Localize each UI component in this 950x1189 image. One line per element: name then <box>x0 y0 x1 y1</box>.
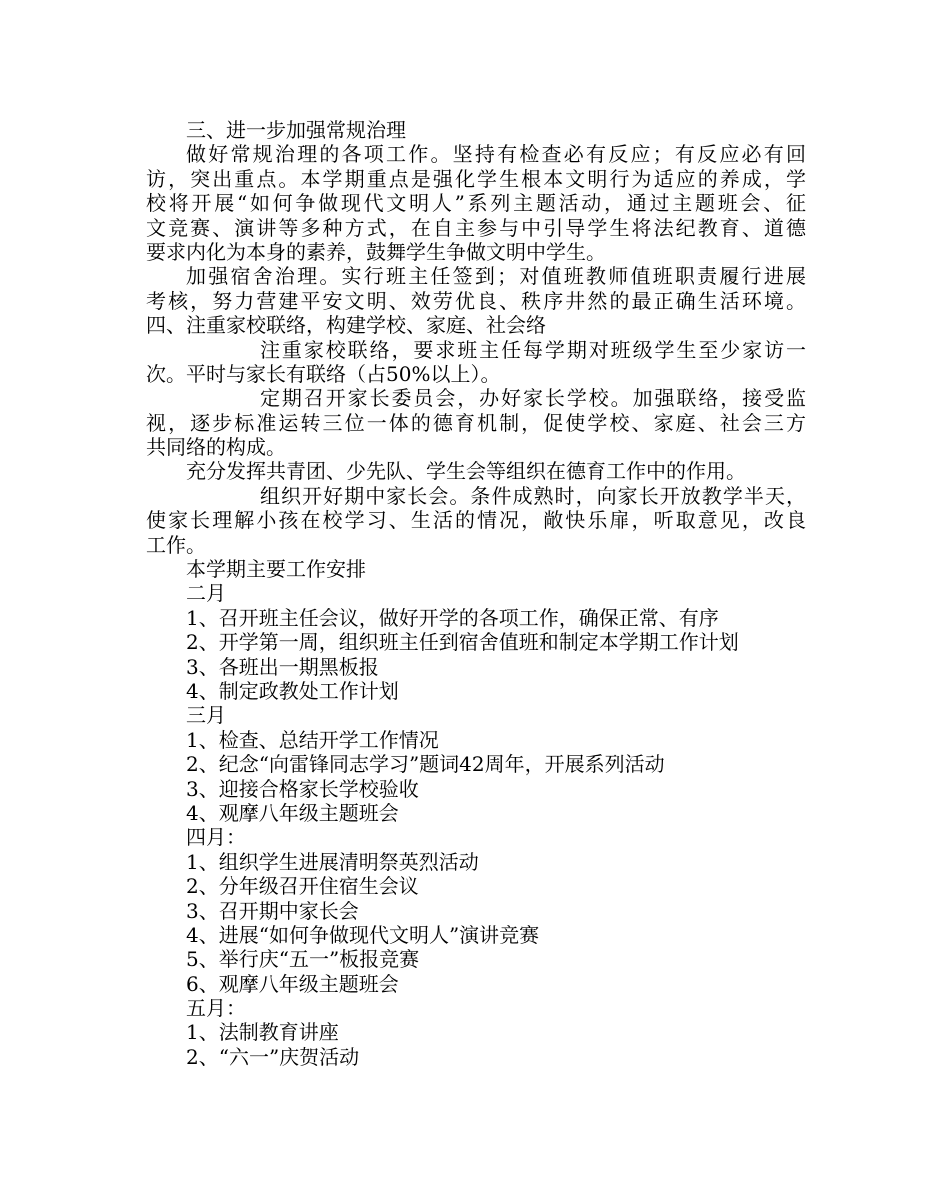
text-line: 三月 <box>186 703 226 728</box>
text-line: 本学期主要工作安排 <box>186 557 366 582</box>
text-line: 四月： <box>186 825 246 850</box>
text-line: 3、召开期中家长会 <box>186 898 359 923</box>
text-line: 二月 <box>186 581 226 606</box>
text-line: 1、组织学生进展清明祭英烈活动 <box>186 849 479 874</box>
text-line: 6、观摩八年级主题班会 <box>186 971 399 996</box>
text-line: 组织开好期中家长会。条件成熟时，向家长开放教学半天， <box>260 483 806 508</box>
text-line: 4、观摩八年级主题班会 <box>186 800 399 825</box>
text-line: 考核，努力营建平安文明、效劳优良、秩序井然的最正确生活环境。 <box>146 288 806 313</box>
text-line: 2、“六一”庆贺活动 <box>186 1044 360 1069</box>
text-line: 注重家校联络，要求班主任每学期对班级学生至少家访一 <box>260 337 806 362</box>
text-line: 做好常规治理的各项工作。坚持有检查必有反应；有反应必有回 <box>186 142 806 167</box>
text-line: 3、各班出一期黑板报 <box>186 654 379 679</box>
text-line: 工作。 <box>146 532 206 557</box>
text-line: 5、举行庆“五一”板报竞赛 <box>186 947 420 972</box>
text-line: 3、迎接合格家长学校验收 <box>186 776 419 801</box>
text-line: 要求内化为本身的素养，鼓舞学生争做文明中学生。 <box>146 239 606 264</box>
text-line: 充分发挥共青团、少先队、学生会等组织在德育工作中的作用。 <box>186 459 746 484</box>
text-line: 加强宿舍治理。实行班主任签到；对值班教师值班职责履行进展 <box>186 264 806 289</box>
text-line: 4、进展“如何争做现代文明人”演讲竞赛 <box>186 922 540 947</box>
text-line: 2、开学第一周，组织班主任到宿舍值班和制定本学期工作计划 <box>186 630 739 655</box>
text-line: 四、注重家校联络，构建学校、家庭、社会络 <box>146 313 546 338</box>
text-line: 1、召开班主任会议，做好开学的各项工作，确保正常、有序 <box>186 605 719 630</box>
text-line: 视，逐步标准运转三位一体的德育机制，促使学校、家庭、社会三方 <box>146 410 806 435</box>
text-line: 2、纪念“向雷锋同志学习”题词42周年，开展系列活动 <box>186 752 665 777</box>
text-line: 共同络的构成。 <box>146 435 286 460</box>
text-line: 2、分年级召开住宿生会议 <box>186 874 419 899</box>
text-line: 1、检查、总结开学工作情况 <box>186 727 439 752</box>
text-line: 定期召开家长委员会，办好家长学校。加强联络，接受监 <box>260 386 806 411</box>
text-line: 次。平时与家长有联络（占50%以上）。 <box>146 361 501 386</box>
text-line: 使家长理解小孩在校学习、生活的情况，敞快乐扉，听取意见，改良 <box>146 508 806 533</box>
text-line: 访，突出重点。本学期重点是强化学生根本文明行为适应的养成，学 <box>146 166 806 191</box>
text-line: 文竞赛、演讲等多种方式，在自主参与中引导学生将法纪教育、道德 <box>146 215 806 240</box>
text-line: 1、法制教育讲座 <box>186 1020 339 1045</box>
document-body <box>146 118 806 1069</box>
text-line: 校将开展“如何争做现代文明人”系列主题活动，通过主题班会、征 <box>146 191 806 216</box>
text-line: 三、进一步加强常规治理 <box>186 118 406 142</box>
text-line: 4、制定政教处工作计划 <box>186 678 399 703</box>
text-line: 五月： <box>186 996 246 1021</box>
